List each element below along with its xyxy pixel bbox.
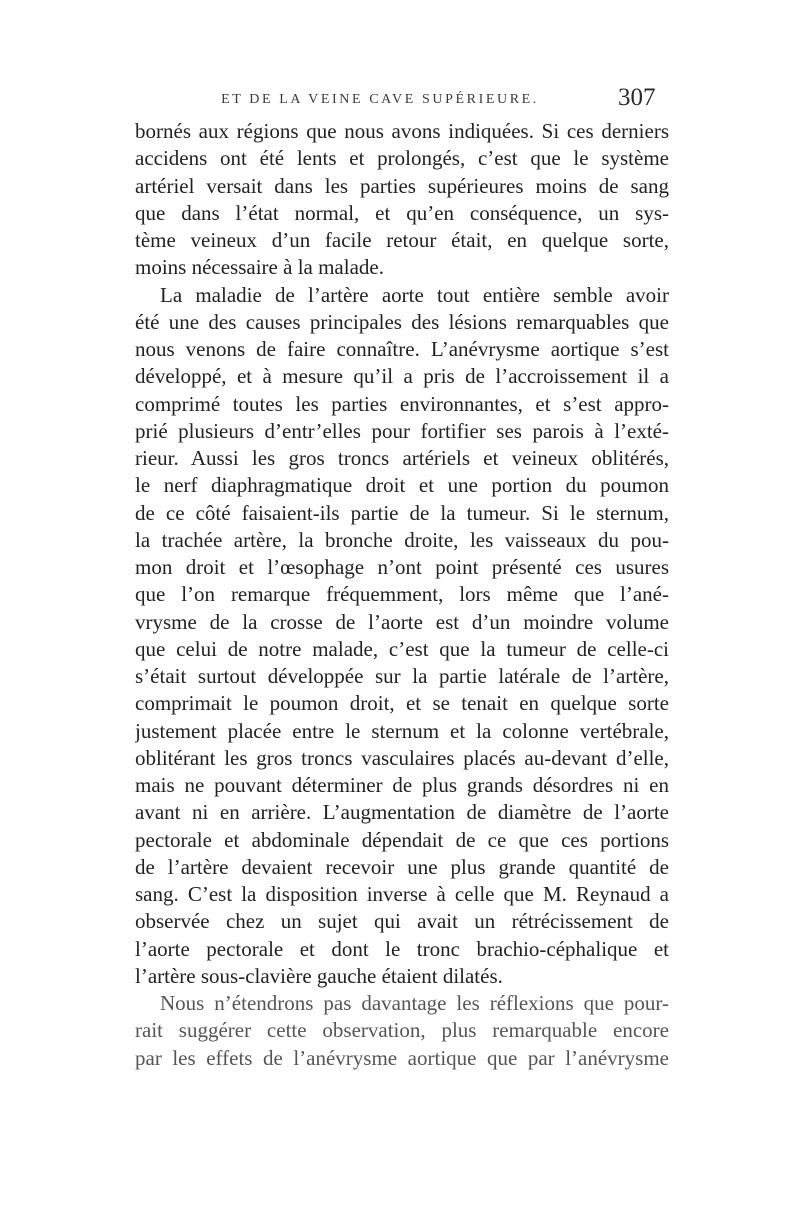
- running-head: ET DE LA VEINE CAVE SUPÉRIEURE.: [221, 92, 539, 107]
- text-line: moins nécessaire à la malade.: [135, 255, 384, 280]
- text-line: été une des causes principales des lésions remarquables que: [135, 309, 669, 334]
- text-line: le nerf diaphragmatique droit et une portion du poumon: [135, 473, 669, 498]
- text-line: s’était surtout développée sur la partie latérale de l’artère,: [135, 664, 669, 688]
- text-line: La maladie de l’artère aorte tout entière semble avoir: [160, 282, 669, 307]
- text-line: vrysme de la crosse de l’aorte est d’un moindre volume: [135, 609, 669, 634]
- text-line: mais ne pouvant déterminer de plus grands désordres ni en: [135, 773, 669, 797]
- text-line: Nous n’étendrons pas davantage les réflexions que pour-: [160, 991, 669, 1015]
- text-line: l’aorte pectorale et dont le tronc brachio-céphalique et: [135, 936, 669, 961]
- text-line: développé, et à mesure qu’il a pris de l’accroissement il a: [135, 364, 669, 389]
- text-line: rait suggérer cette observation, plus remarquable encore: [135, 1018, 669, 1043]
- text-line: artériel versait dans les parties supérieures moins de sang: [135, 173, 669, 198]
- text-line: avant ni en arrière. L’augmentation de diamètre de l’aorte: [135, 800, 669, 825]
- text-line: de ce côté faisaient-ils partie de la tumeur. Si le sternum,: [135, 500, 669, 525]
- text-line: l’artère sous-clavière gauche étaient dilatés.: [135, 963, 503, 988]
- text-line: oblitérant les gros troncs vasculaires placés au-devant d’elle,: [135, 745, 669, 770]
- text-line: rieur. Aussi les gros troncs artériels et veineux oblitérés,: [135, 446, 669, 470]
- text-line: que dans l’état normal, et qu’en conséquence, un sys-: [135, 200, 669, 225]
- body-text: [135, 118, 669, 1072]
- text-line: comprimait le poumon droit, et se tenait en quelque sorte: [135, 691, 669, 716]
- text-line: tème veineux d’un facile retour était, en quelque sorte,: [135, 228, 669, 252]
- text-line: la trachée artère, la bronche droite, les vaisseaux du pou-: [135, 527, 669, 552]
- text-line: comprimé toutes les parties environnantes, et s’est appro-: [135, 391, 669, 416]
- text-line: que l’on remarque fréquemment, lors même que l’ané-: [135, 582, 669, 607]
- text-line: sang. C’est la disposition inverse à celle que M. Reynaud a: [135, 882, 669, 906]
- text-line: observée chez un sujet qui avait un rétrécissement de: [135, 909, 669, 934]
- text-line: justement placée entre le sternum et la colonne vertébrale,: [135, 718, 669, 743]
- text-line: nous venons de faire connaître. L’anévrysme aortique s’est: [135, 337, 669, 361]
- text-line: que celui de notre malade, c’est que la tumeur de celle-ci: [135, 636, 669, 661]
- page-number: 307: [618, 84, 656, 111]
- text-line: par les effets de l’anévrysme aortique que par l’anévrysme: [135, 1045, 669, 1070]
- text-line: mon droit et l’œsophage n’ont point présenté ces usures: [135, 555, 669, 579]
- text-line: de l’artère devaient recevoir une plus grande quantité de: [135, 854, 669, 879]
- text-line: prié plusieurs d’entr’elles pour fortifier ses parois à l’exté-: [135, 418, 669, 443]
- text-line: bornés aux régions que nous avons indiquées. Si ces derniers: [135, 119, 669, 143]
- text-line: accidens ont été lents et prolongés, c’est que le système: [135, 146, 669, 171]
- text-line: pectorale et abdominale dépendait de ce que ces portions: [135, 827, 669, 852]
